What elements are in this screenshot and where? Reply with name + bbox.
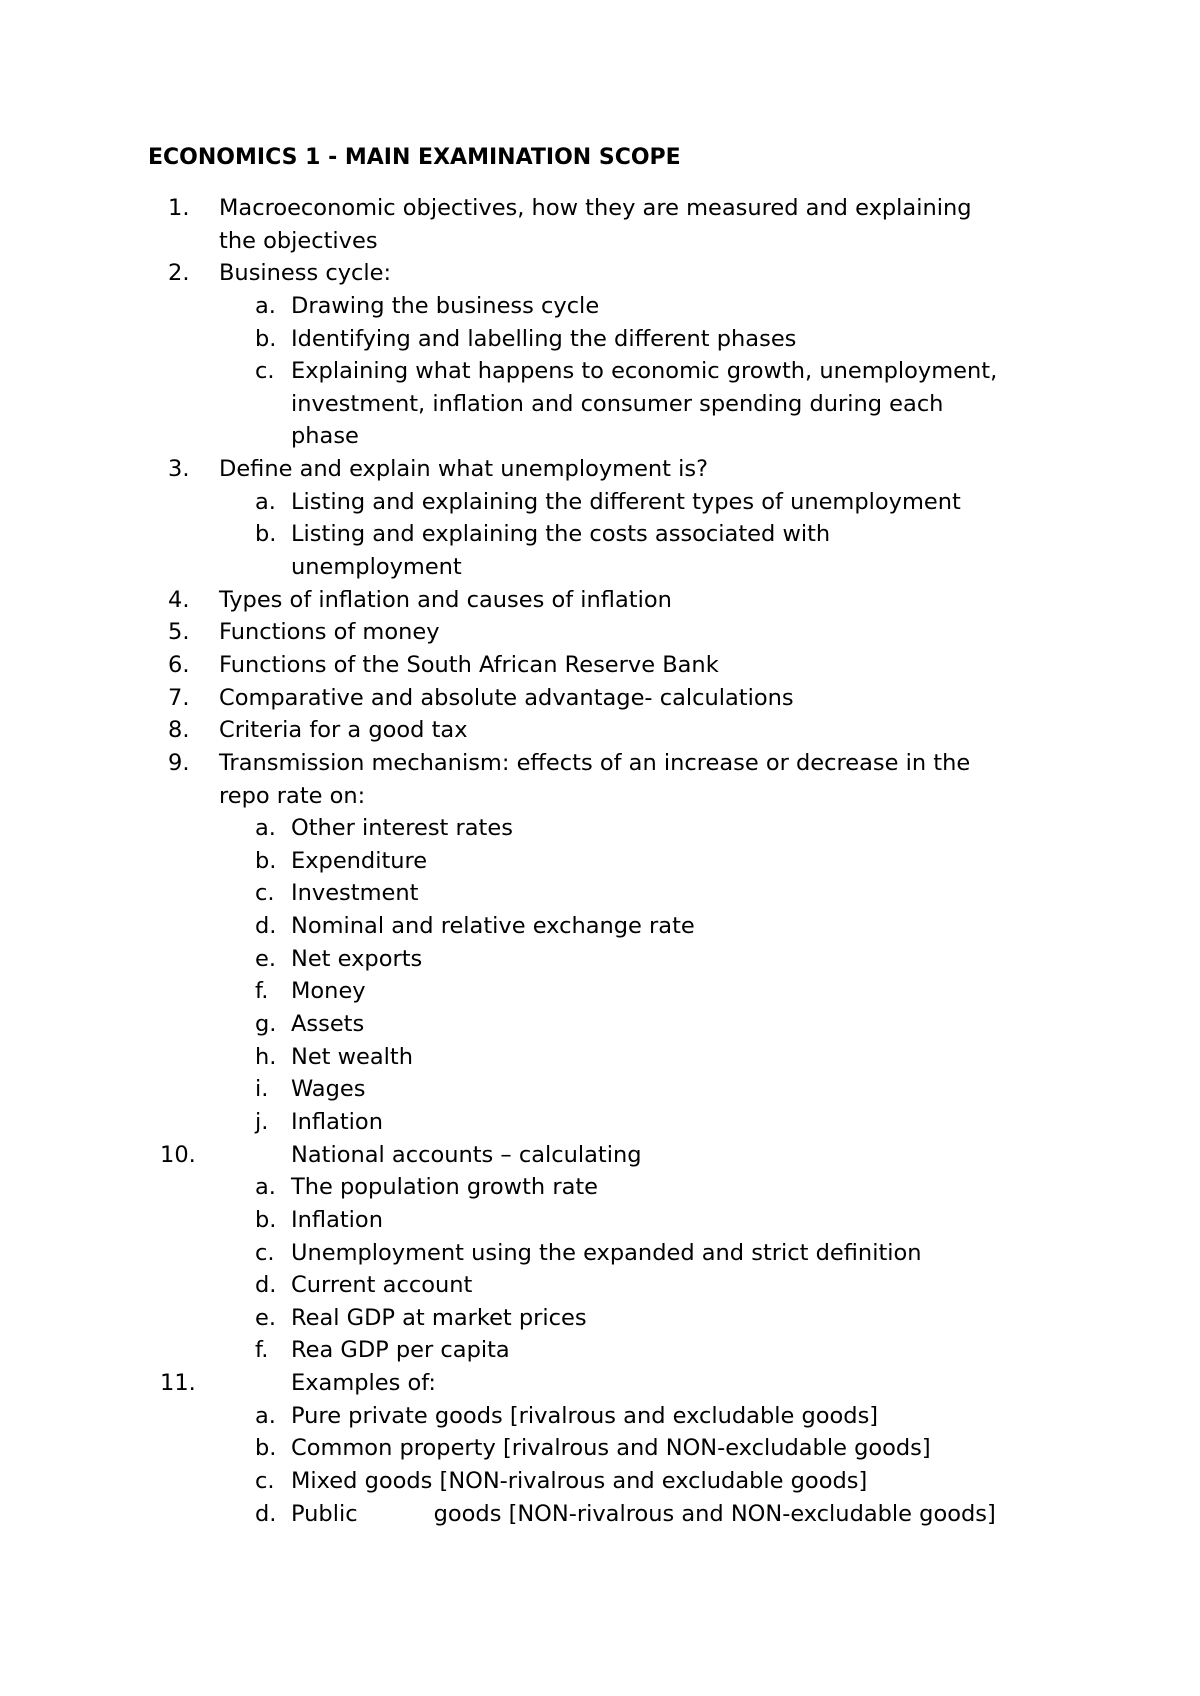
sub-item-text: Listing and explaining the costs associated with bbox=[291, 521, 831, 548]
list-item bbox=[0, 453, 1200, 486]
sub-list-item-continuation bbox=[0, 551, 1200, 584]
list-item bbox=[0, 257, 1200, 290]
sub-item-text-part: goods [NON-rivalrous and NON-excludable goods] bbox=[433, 1500, 996, 1527]
item-text: Comparative and absolute advantage- calculations bbox=[219, 684, 794, 711]
sub-item-label: c. bbox=[255, 880, 275, 907]
sub-item-text: Rea GDP per capita bbox=[291, 1337, 510, 1364]
sub-list-item bbox=[0, 910, 1200, 943]
sub-item-label: b. bbox=[255, 325, 277, 352]
sub-list-item bbox=[0, 845, 1200, 878]
sub-item-label: a. bbox=[255, 292, 276, 319]
sub-item-label: c. bbox=[255, 1467, 275, 1494]
sub-item-label: g. bbox=[255, 1011, 277, 1038]
list-item bbox=[0, 682, 1200, 715]
sub-list-item bbox=[0, 1204, 1200, 1237]
sub-list-item bbox=[0, 1237, 1200, 1270]
sub-list-item bbox=[0, 323, 1200, 356]
sub-item-text: Nominal and relative exchange rate bbox=[291, 913, 695, 940]
sub-list-item bbox=[0, 1432, 1200, 1465]
sub-list-item-continuation bbox=[0, 420, 1200, 453]
sub-item-label: b. bbox=[255, 521, 277, 548]
sub-item-label: e. bbox=[255, 1304, 276, 1331]
list-item-continuation bbox=[0, 225, 1200, 258]
sub-item-text: The population growth rate bbox=[291, 1174, 599, 1201]
sub-list-item bbox=[0, 1106, 1200, 1139]
item-text: Define and explain what unemployment is? bbox=[219, 456, 709, 483]
sub-item-text: Inflation bbox=[291, 1206, 383, 1233]
sub-list-item bbox=[0, 486, 1200, 519]
sub-item-text: Other interest rates bbox=[291, 815, 513, 842]
sub-list-item-continuation bbox=[0, 388, 1200, 421]
sub-item-label: a. bbox=[255, 488, 276, 515]
sub-item-text-part: Public bbox=[291, 1500, 358, 1527]
item-number: 1. bbox=[168, 195, 190, 221]
item-number: 9. bbox=[168, 749, 190, 776]
sub-list-item bbox=[0, 1008, 1200, 1041]
sub-item-text: Investment bbox=[291, 880, 419, 907]
sub-item-label: c. bbox=[255, 358, 275, 385]
sub-item-text: Pure private goods [rivalrous and excludable goods] bbox=[291, 1402, 879, 1429]
sub-item-text: Wages bbox=[291, 1076, 366, 1103]
list-item bbox=[0, 1367, 1200, 1400]
list-item bbox=[0, 584, 1200, 617]
sub-item-label: c. bbox=[255, 1239, 275, 1266]
sub-item-text: Unemployment using the expanded and strict definition bbox=[291, 1239, 922, 1266]
item-number: 2. bbox=[168, 260, 190, 287]
list-item bbox=[0, 1139, 1200, 1172]
sub-item-label: b. bbox=[255, 1435, 277, 1462]
item-text: repo rate on: bbox=[219, 782, 366, 809]
list-item bbox=[0, 616, 1200, 649]
item-number: 10. bbox=[160, 1141, 196, 1168]
sub-item-text: investment, inflation and consumer spending during each bbox=[291, 390, 944, 417]
item-number: 6. bbox=[168, 651, 190, 678]
sub-item-label: j. bbox=[255, 1108, 269, 1135]
item-text: Types of inflation and causes of inflation bbox=[219, 586, 672, 613]
list-item bbox=[0, 192, 1200, 225]
sub-list-item bbox=[0, 1334, 1200, 1367]
sub-list-item bbox=[0, 1073, 1200, 1106]
sub-list-item bbox=[0, 518, 1200, 551]
sub-item-label: f. bbox=[255, 978, 269, 1005]
item-number: 7. bbox=[168, 684, 190, 711]
sub-item-text: Identifying and labelling the different phases bbox=[291, 325, 797, 352]
item-text: National accounts – calculating bbox=[291, 1141, 642, 1168]
item-text: Macroeconomic objectives, how they are measured and explaining bbox=[219, 195, 972, 221]
sub-list-item bbox=[0, 812, 1200, 845]
sub-list-item bbox=[0, 1465, 1200, 1498]
sub-item-label: b. bbox=[255, 1206, 277, 1233]
item-text: Functions of money bbox=[219, 619, 440, 646]
sub-list-item bbox=[0, 943, 1200, 976]
list-item bbox=[0, 714, 1200, 747]
sub-item-text: Net exports bbox=[291, 945, 423, 972]
sub-item-text: phase bbox=[291, 423, 359, 450]
list-item bbox=[0, 649, 1200, 682]
sub-list-item bbox=[0, 1269, 1200, 1302]
sub-item-label: d. bbox=[255, 913, 277, 940]
sub-item-text: Net wealth bbox=[291, 1043, 414, 1070]
document-title: ECONOMICS 1 - MAIN EXAMINATION SCOPE bbox=[148, 145, 681, 170]
sub-item-label: a. bbox=[255, 1402, 276, 1429]
sub-item-label: d. bbox=[255, 1500, 277, 1527]
sub-item-text: Current account bbox=[291, 1272, 473, 1299]
sub-list-item bbox=[0, 1171, 1200, 1204]
sub-item-text: Mixed goods [NON-rivalrous and excludable goods] bbox=[291, 1467, 868, 1494]
sub-list-item bbox=[0, 1498, 1200, 1531]
sub-item-text: unemployment bbox=[291, 554, 462, 581]
sub-item-text: Inflation bbox=[291, 1108, 383, 1135]
sub-item-text: Money bbox=[291, 978, 366, 1005]
list-item bbox=[0, 747, 1200, 780]
sub-item-text: Listing and explaining the different types of unemployment bbox=[291, 488, 961, 515]
sub-item-label: i. bbox=[255, 1076, 269, 1103]
item-number: 5. bbox=[168, 619, 190, 646]
sub-item-label: h. bbox=[255, 1043, 277, 1070]
sub-list-item bbox=[0, 877, 1200, 910]
item-text: the objectives bbox=[219, 227, 378, 254]
sub-list-item bbox=[0, 1400, 1200, 1433]
sub-item-text: Expenditure bbox=[291, 847, 428, 874]
item-text: Transmission mechanism: effects of an increase or decrease in the bbox=[219, 749, 971, 776]
item-number: 3. bbox=[168, 456, 190, 483]
sub-item-label: a. bbox=[255, 1174, 276, 1201]
sub-item-label: f. bbox=[255, 1337, 269, 1364]
item-number: 11. bbox=[160, 1370, 196, 1397]
item-text: Criteria for a good tax bbox=[219, 717, 468, 744]
sub-list-item bbox=[0, 975, 1200, 1008]
sub-item-label: a. bbox=[255, 815, 276, 842]
item-text: Business cycle: bbox=[219, 260, 392, 287]
item-text: Functions of the South African Reserve Bank bbox=[219, 651, 719, 678]
sub-item-label: d. bbox=[255, 1272, 277, 1299]
sub-list-item bbox=[0, 1302, 1200, 1335]
sub-list-item bbox=[0, 1041, 1200, 1074]
sub-item-label: e. bbox=[255, 945, 276, 972]
sub-item-label: b. bbox=[255, 847, 277, 874]
sub-item-text: Common property [rivalrous and NON-excludable goods] bbox=[291, 1435, 931, 1462]
item-text: Examples of: bbox=[291, 1370, 436, 1397]
sub-item-text: Real GDP at market prices bbox=[291, 1304, 587, 1331]
sub-item-text: Explaining what happens to economic growth, unemployment, bbox=[291, 358, 998, 385]
scope-list bbox=[0, 192, 1200, 1530]
sub-item-text: Assets bbox=[291, 1011, 365, 1038]
sub-list-item bbox=[0, 290, 1200, 323]
sub-list-item bbox=[0, 355, 1200, 388]
list-item-continuation bbox=[0, 780, 1200, 813]
sub-item-text bbox=[291, 1498, 996, 1531]
item-number: 8. bbox=[168, 717, 190, 744]
sub-item-text: Drawing the business cycle bbox=[291, 292, 600, 319]
item-number: 4. bbox=[168, 586, 190, 613]
